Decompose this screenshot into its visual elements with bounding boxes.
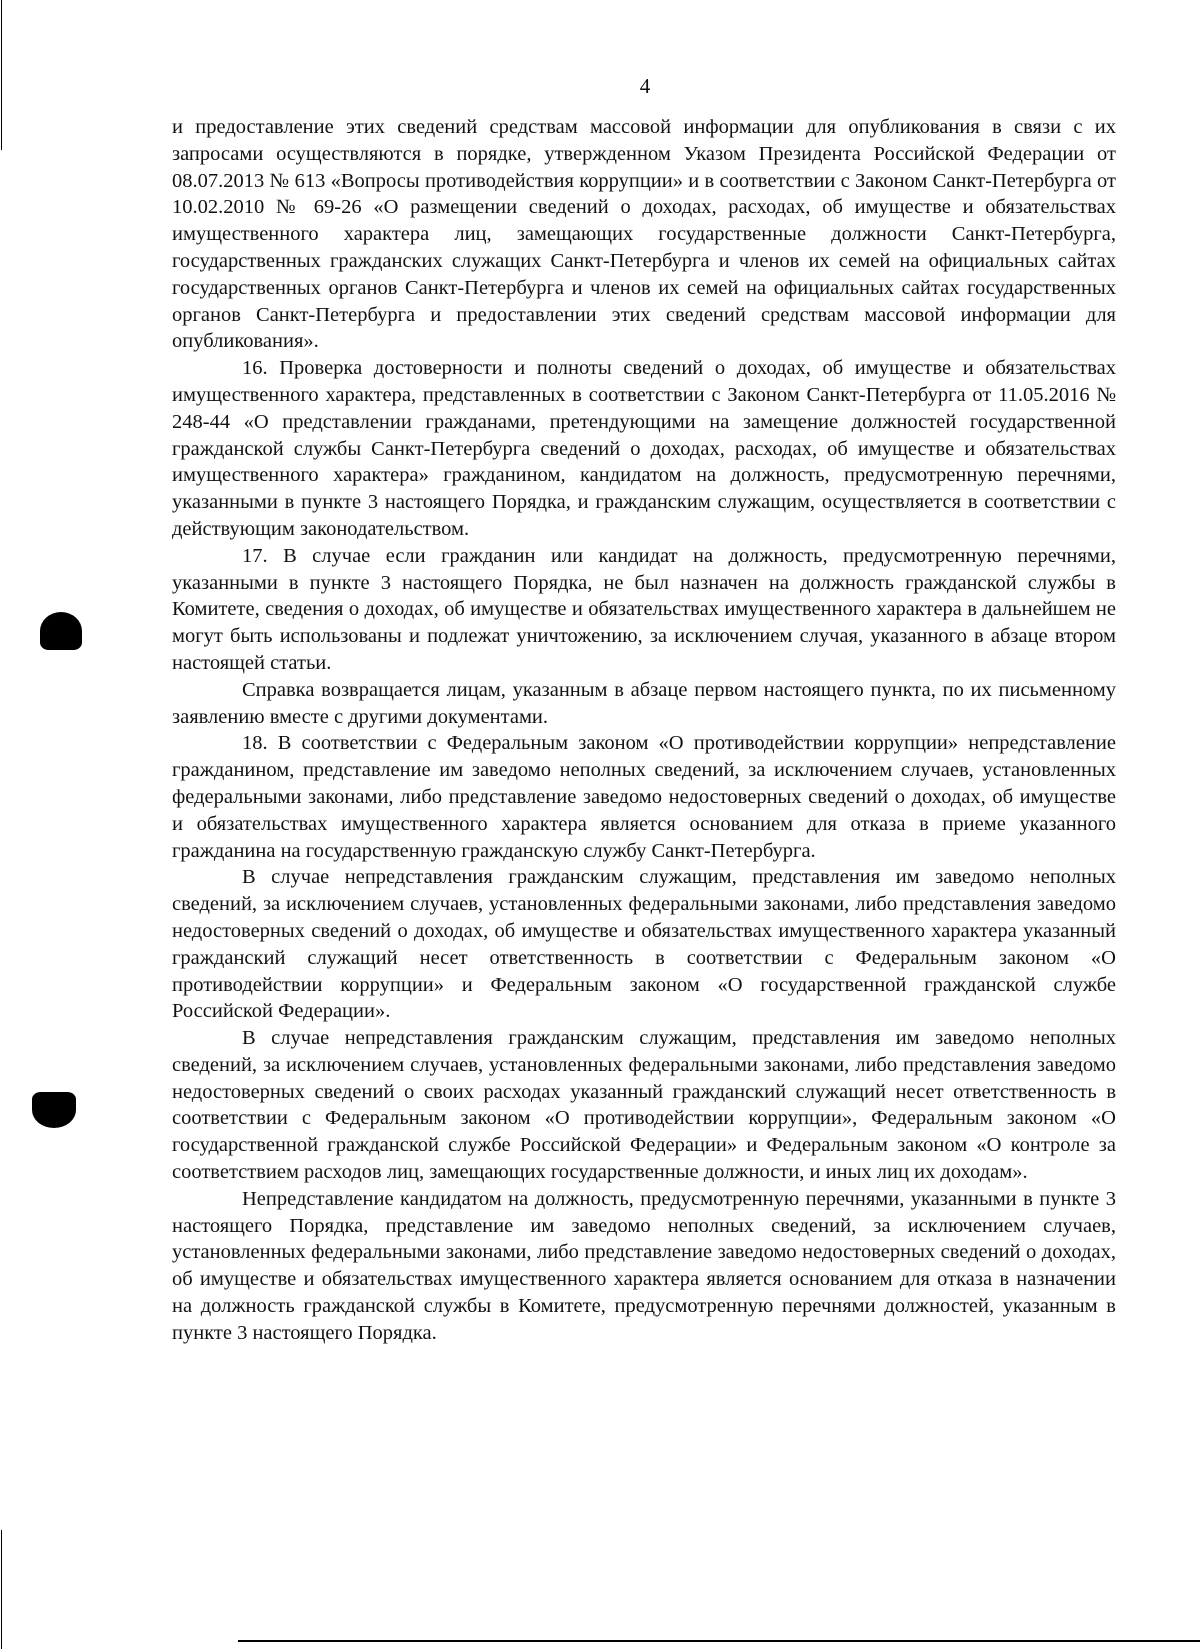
paragraph: и предоставление этих сведений средствам массовой информации для опубликования в связи с их запросами осуществляются в порядке, утвержденном Указом Президента Российской Федерации от 08.07.2013 № 613 «Вопросы противодействия коррупции» и в соответствии с Законом Санкт-Петербурга от 10.02.2010 № 69-26 «О размещении сведений о доходах, расходах, об имуществе и обязательствах имущественного характера лиц, замещающих государственные должности Санкт-Петербурга, государственных гражданских служащих Санкт-Петербурга и членов их семей на официальных сайтах государственных органов Санкт-Петербурга и членов их семей на официальных сайтах государственных органов Санкт-Петербурга и предоставлении этих сведений средствам массовой информации для опубликования». [172, 116, 1116, 353]
paragraph: 18. В соответствии с Федеральным законом «О противодействии коррупции» непредставление гражданином, представление им заведомо неполных сведений, за исключением случаев, установленных федеральными законами, либо представление заведомо недостоверных сведений о доходах, об имуществе и обязательствах имущественного характера является основанием для отказа в приеме указанного гражданина на государственную гражданскую службу Санкт-Петербурга. [172, 732, 1116, 862]
scan-edge-left-bottom [1, 1530, 2, 1649]
paragraph: 16. Проверка достоверности и полноты сведений о доходах, об имуществе и обязательствах имущественного характера, представленных в соответствии с Законом Санкт-Петербурга от 11.05.2016 № 248-44 «О представлении гражданами, претендующими на замещение должностей государственной гражданской службы Санкт-Петербурга сведений о доходах, расходах, об имуществе и обязательствах имущественного характера» гражданином, кандидатом на должность, предусмотренную перечнями, указанными в пункте 3 настоящего Порядка, и гражданским служащим, осуществляется в соответствии с действующим законодательством. [172, 357, 1116, 540]
paragraph: 17. В случае если гражданин или кандидат на должность, предусмотренную перечнями, указанными в пункте 3 настоящего Порядка, не был назначен на должность гражданской службы в Комитете, сведения о доходах, об имуществе и обязательствах имущественного характера в дальнейшем не могут быть использованы и подлежат уничтожению, за исключением случая, указанного в абзаце втором настоящей статьи. [172, 544, 1116, 674]
punch-hole-top [40, 612, 82, 650]
paragraph: Справка возвращается лицам, указанным в абзаце первом настоящего пункта, по их письменному заявлению вместе с другими документами. [172, 678, 1116, 728]
paragraph: В случае непредставления гражданским служащим, представления им заведомо неполных сведений, за исключением случаев, установленных федеральными законами, либо представления заведомо недостоверных сведений о своих расходах указанный гражданский служащий несет ответственность в соответствии с Федеральным законом «О противодействии коррупции», Федеральным законом «О государственной гражданской службе Российской Федерации» и Федеральным законом «О контроле за соответствием расходов лиц, замещающих государственные должности, и иных лиц их доходам». [172, 1027, 1116, 1184]
paragraph: В случае непредставления гражданским служащим, представления им заведомо неполных сведений, за исключением случаев, установленных федеральными законами, либо представления заведомо недостоверных сведений о доходах, об имуществе и обязательствах имущественного характера указанный гражданский служащий несет ответственность в соответствии с Федеральным законом «О противодействии коррупции» и Федеральным законом «О государственной гражданской службе Российской Федерации». [172, 866, 1116, 1023]
punch-hole-bottom [32, 1092, 76, 1128]
paragraph: Непредставление кандидатом на должность, предусмотренную перечнями, указанными в пункте 3 настоящего Порядка, представление им заведомо неполных сведений, за исключением случаев, установленных федеральными законами, либо представление заведомо недостоверных сведений о доходах, об имуществе и обязательствах имущественного характера является основанием для отказа в назначении на должность гражданской службы в Комитете, предусмотренную перечнями должностей, указанным в пункте 3 настоящего Порядка. [172, 1187, 1116, 1344]
scan-edge-bottom [238, 1640, 1200, 1642]
page-number: 4 [639, 74, 651, 98]
document-body [172, 114, 1116, 1347]
